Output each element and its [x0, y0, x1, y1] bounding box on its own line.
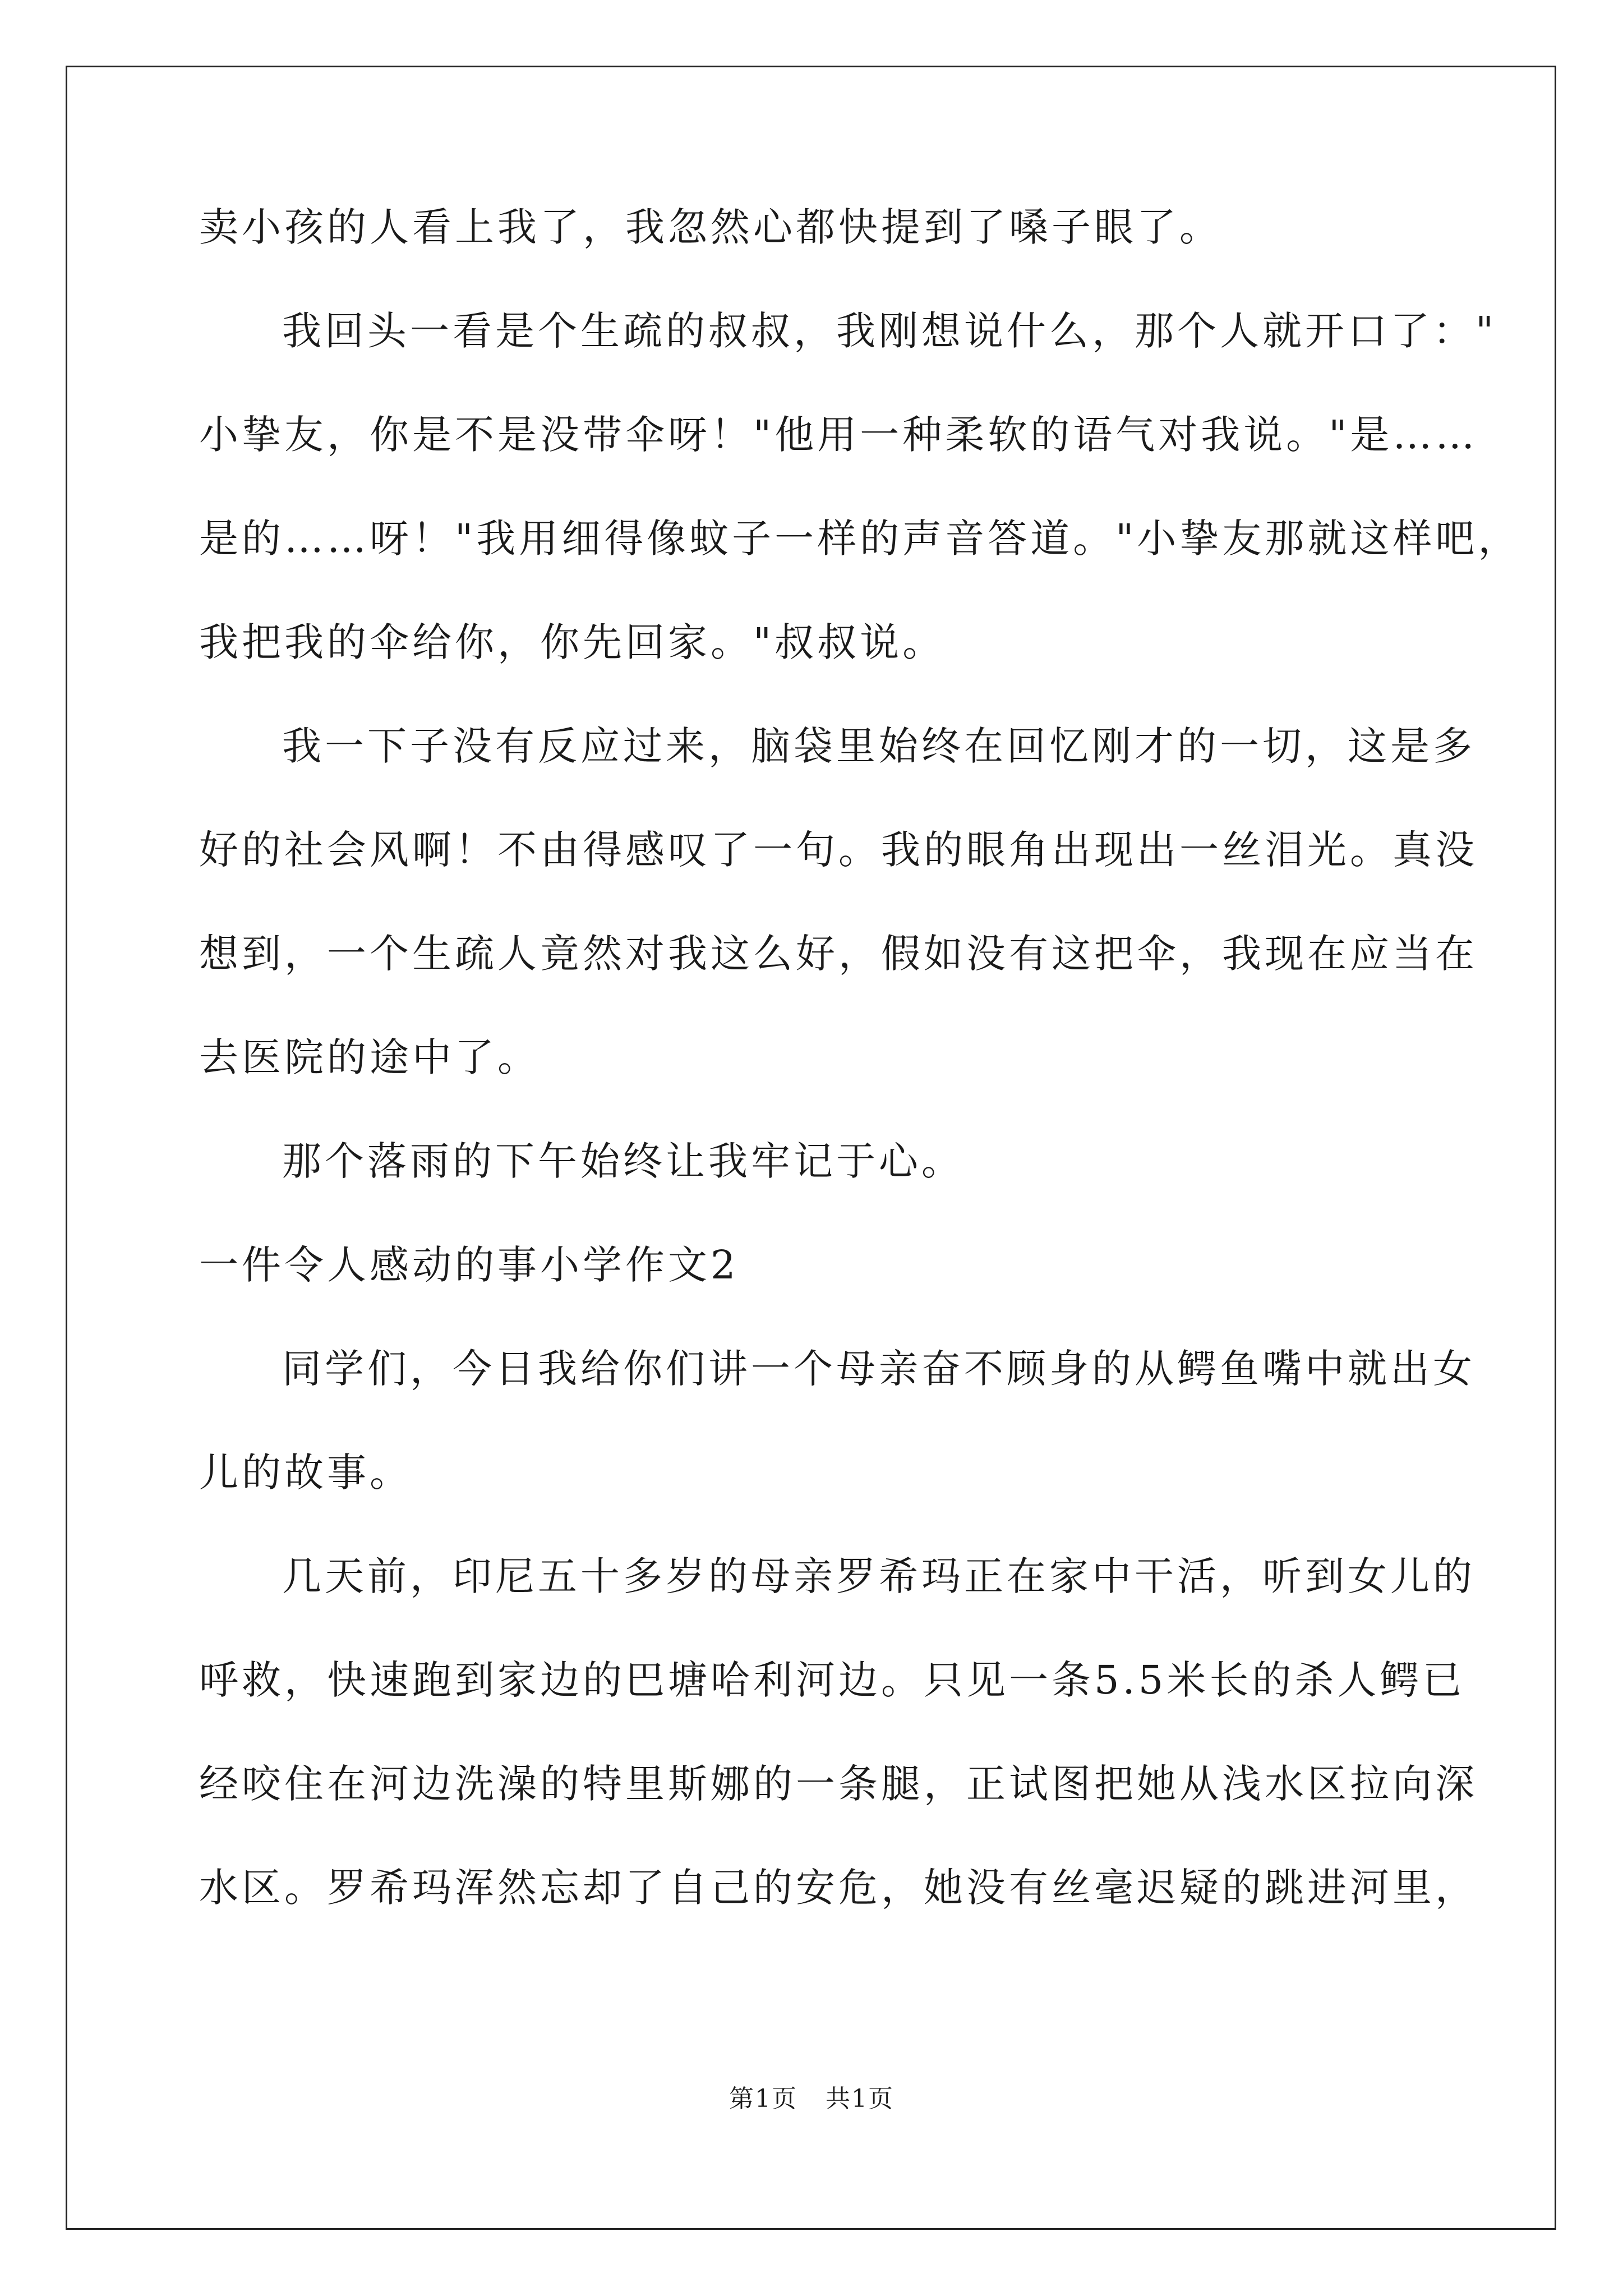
text-line: 儿的故事。	[199, 1450, 412, 1496]
text-line: 小挚友，你是不是没带伞呀！"他用一种柔软的语气对我说。"是……	[199, 412, 1478, 458]
text-line: 去医院的途中了。	[199, 1034, 540, 1080]
text-line: 同学们，今日我给你们讲一个母亲奋不顾身的从鳄鱼嘴中就出女	[282, 1346, 1476, 1392]
text-line: 我把我的伞给你，你先回家。"叔叔说。	[199, 619, 946, 665]
page-number: 第1页	[729, 2085, 797, 2113]
text-line: 我回头一看是个生疏的叔叔，我刚想说什么，那个人就开口了："	[282, 308, 1497, 354]
text-line: 想到，一个生疏人竟然对我这么好，假如没有这把伞，我现在应当在	[199, 931, 1478, 977]
text-line: 好的社会风啊！不由得感叹了一句。我的眼角出现出一丝泪光。真没	[199, 827, 1478, 873]
text-line: 水区。罗希玛浑然忘却了自己的安危，她没有丝毫迟疑的跳进河里，	[199, 1865, 1478, 1911]
text-line: 我一下子没有反应过来，脑袋里始终在回忆刚才的一切，这是多	[282, 723, 1476, 769]
text-line: 是的……呀！"我用细得像蚊子一样的声音答道。"小挚友那就这样吧，	[199, 516, 1521, 562]
text-line: 卖小孩的人看上我了，我忽然心都快提到了嗓子眼了。	[199, 204, 1222, 250]
text-line: 呼救，快速跑到家边的巴塘哈利河边。只见一条5.5米长的杀人鳄已	[199, 1657, 1465, 1703]
page-total: 共1页	[826, 2085, 894, 2113]
text-line: 几天前，印尼五十多岁的母亲罗希玛正在家中干活，听到女儿的	[282, 1553, 1476, 1599]
text-line: 那个落雨的下午始终让我牢记于心。	[282, 1138, 964, 1184]
text-line: 经咬住在河边洗澡的特里斯娜的一条腿，正试图把她从浅水区拉向深	[199, 1761, 1478, 1807]
page-footer	[0, 2082, 1623, 2116]
section-heading: 一件令人感动的事小学作文2	[199, 1242, 739, 1288]
